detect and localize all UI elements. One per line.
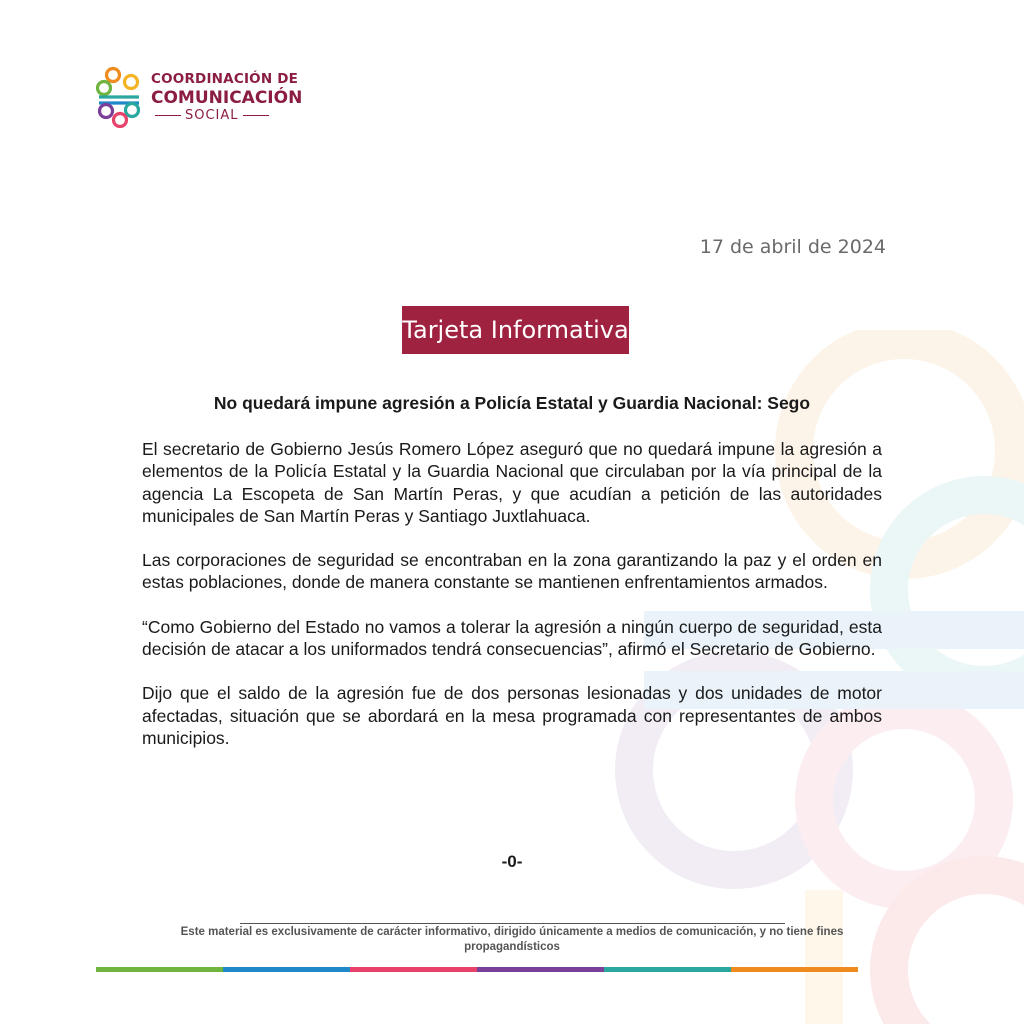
stripe-segment xyxy=(604,967,731,972)
footer-divider xyxy=(240,923,785,924)
stripe-segment xyxy=(350,967,477,972)
stripe-segment xyxy=(731,967,858,972)
organization-logo xyxy=(95,66,302,128)
paragraph: Las corporaciones de seguridad se encontraban en la zona garantizando la paz y el orden en estas poblaciones, donde de manera constante se mantienen enfrentamientos armados. xyxy=(142,550,882,593)
color-stripe xyxy=(96,967,858,972)
logo-line-social xyxy=(151,108,302,124)
comunicacion-social-logo-icon xyxy=(95,66,143,128)
stripe-segment xyxy=(477,967,604,972)
paragraph: El secretario de Gobierno Jesús Romero López aseguró que no quedará impune la agresión a elementos de la Policía Estatal y la Guardia Nacional que circulaban por la vía principal de la agencia La Escopeta de San Martín Peras, y que acudían a petición de las autoridades municipales de San Martín Peras y Santiago Juxtlahuaca. xyxy=(142,439,882,526)
logo-rule-right xyxy=(243,115,269,116)
document-type-badge: Tarjeta Informativa xyxy=(402,306,629,354)
logo-social-text: SOCIAL xyxy=(185,107,239,123)
stripe-segment xyxy=(96,967,223,972)
logo-rule-left xyxy=(155,115,181,116)
footer-disclaimer: Este material es exclusivamente de carácter informativo, dirigido únicamente a medios de comunicación, y no tiene fines propagandísticos xyxy=(180,926,844,953)
end-mark: -0- xyxy=(501,852,523,871)
article-body xyxy=(142,438,882,771)
logo-line-coordinacion: COORDINACIÓN DE xyxy=(151,70,299,87)
paragraph: “Como Gobierno del Estado no vamos a tolerar la agresión a ningún cuerpo de seguridad, esta decisión de atacar a los uniformados tendrá consecuencias”, afirmó el Secretario de Gobierno. xyxy=(142,616,882,660)
paragraph: Dijo que el saldo de la agresión fue de dos personas lesionadas y dos unidades de motor afectadas, situación que se abordará en la mesa programada con representantes de ambos municipios. xyxy=(142,683,882,748)
stripe-segment xyxy=(223,967,350,972)
document-date: 17 de abril de 2024 xyxy=(699,236,886,258)
logo-line-comunicacion: COMUNICACIÓN xyxy=(151,87,303,108)
headline: No quedará impune agresión a Policía Estatal y Guardia Nacional: Sego xyxy=(213,393,811,413)
